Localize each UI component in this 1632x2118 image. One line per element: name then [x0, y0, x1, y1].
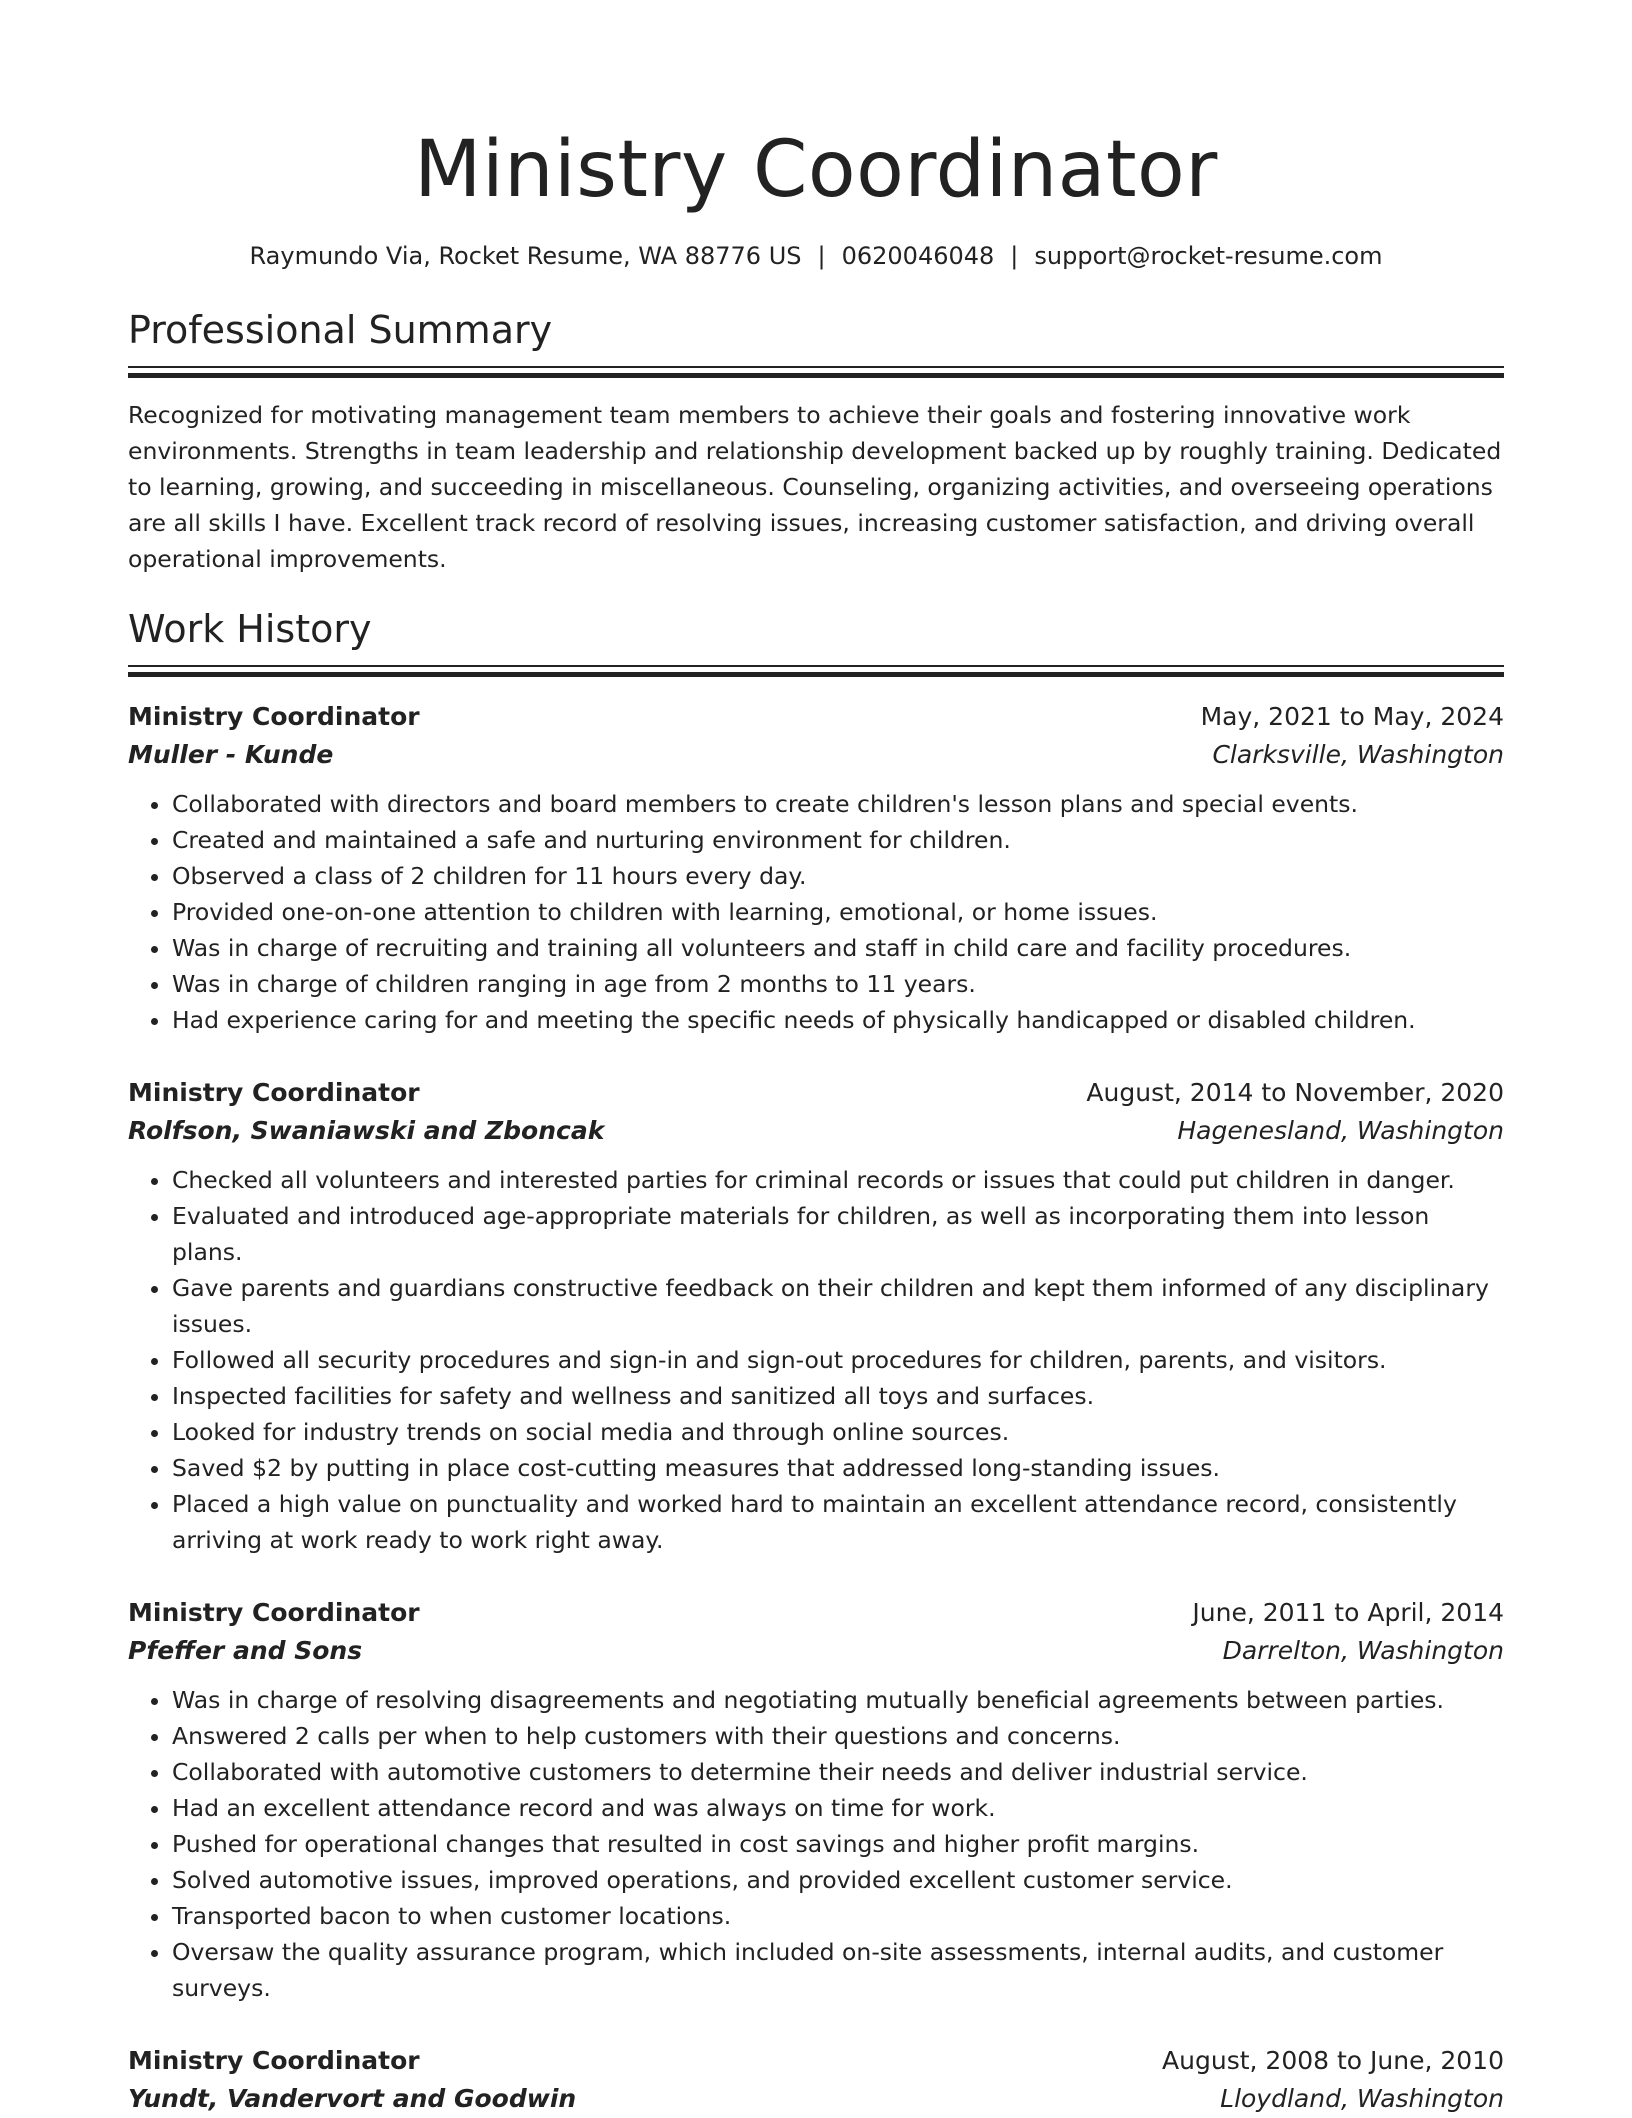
job-header-row — [128, 2042, 1504, 2080]
job-bullet: • Looked for industry trends on social media and through online sources. — [172, 1414, 1504, 1450]
job-bullet: • Checked all volunteers and interested parties for criminal records or issues that could put children in danger. — [172, 1162, 1504, 1198]
job-bullet: • Gave parents and guardians constructive feedback on their children and kept them informed of any disciplinary issues. — [172, 1270, 1504, 1342]
job-entry — [128, 2042, 1504, 2118]
job-bullets — [128, 1682, 1504, 2006]
section-divider — [128, 665, 1504, 676]
job-bullet: • Answered 2 calls per when to help customers with their questions and concerns. — [172, 1718, 1504, 1754]
job-bullets — [128, 1162, 1504, 1558]
job-dates: May, 2021 to May, 2024 — [1200, 702, 1504, 731]
job-company: Pfeffer and Sons — [128, 1636, 363, 1665]
job-location: Darrelton, Washington — [1222, 1636, 1504, 1665]
job-title: Ministry Coordinator — [128, 2046, 420, 2075]
job-bullet: • Oversaw the quality assurance program, which included on-site assessments, internal audits, and customer surveys. — [172, 1934, 1504, 2006]
job-entry — [128, 1594, 1504, 2006]
job-bullet: • Evaluated and introduced age-appropriate materials for children, as well as incorporating them into lesson plans. — [172, 1198, 1504, 1270]
contact-separator: | — [817, 242, 826, 270]
job-company: Muller - Kunde — [128, 740, 334, 769]
contact-line — [128, 240, 1504, 272]
job-bullet: • Had experience caring for and meeting the specific needs of physically handicapped or disabled children. — [172, 1002, 1504, 1038]
job-bullet: • Placed a high value on punctuality and worked hard to maintain an excellent attendance record, consistently arriving at work ready to work right away. — [172, 1486, 1504, 1558]
job-dates: August, 2008 to June, 2010 — [1162, 2046, 1504, 2075]
job-title: Ministry Coordinator — [128, 1078, 420, 1107]
resume-name: Ministry Coordinator — [414, 125, 1218, 215]
job-header-row — [128, 1074, 1504, 1112]
job-bullet: • Collaborated with directors and board members to create children's lesson plans and special events. — [172, 786, 1504, 822]
job-bullet: • Observed a class of 2 children for 11 hours every day. — [172, 858, 1504, 894]
job-location: Lloydland, Washington — [1220, 2084, 1504, 2113]
job-dates: August, 2014 to November, 2020 — [1086, 1078, 1504, 1107]
job-bullet: • Collaborated with automotive customers to determine their needs and deliver industrial service. — [172, 1754, 1504, 1790]
job-bullet: • Solved automotive issues, improved operations, and provided excellent customer service. — [172, 1862, 1504, 1898]
summary-heading: Professional Summary — [128, 308, 553, 352]
job-title: Ministry Coordinator — [128, 1598, 420, 1627]
job-company: Yundt, Vandervort and Goodwin — [128, 2084, 577, 2113]
job-entry — [128, 1074, 1504, 1558]
job-location: Clarksville, Washington — [1212, 740, 1504, 769]
job-header-row — [128, 698, 1504, 736]
job-bullet: • Pushed for operational changes that resulted in cost savings and higher profit margins. — [172, 1826, 1504, 1862]
job-header-row — [128, 1594, 1504, 1632]
job-company-row — [128, 736, 1504, 774]
job-bullets — [128, 786, 1504, 1038]
contact-address: Raymundo Via, Rocket Resume, WA 88776 US — [249, 242, 802, 270]
job-bullet: • Had an excellent attendance record and was always on time for work. — [172, 1790, 1504, 1826]
summary-section — [128, 306, 1504, 577]
work-history-section — [128, 605, 1504, 2118]
job-company-row — [128, 1632, 1504, 1670]
job-company-row — [128, 2080, 1504, 2118]
job-dates: June, 2011 to April, 2014 — [1192, 1598, 1504, 1627]
work-history-heading: Work History — [128, 607, 372, 651]
job-bullet: • Inspected facilities for safety and wellness and sanitized all toys and surfaces. — [172, 1378, 1504, 1414]
job-location: Hagenesland, Washington — [1177, 1116, 1504, 1145]
job-bullet: • Followed all security procedures and sign-in and sign-out procedures for children, parents, and visitors. — [172, 1342, 1504, 1378]
job-company-row — [128, 1112, 1504, 1150]
job-bullet: • Created and maintained a safe and nurturing environment for children. — [172, 822, 1504, 858]
job-bullet: • Saved $2 by putting in place cost-cutting measures that addressed long-standing issues. — [172, 1450, 1504, 1486]
job-company: Rolfson, Swaniawski and Zboncak — [128, 1116, 605, 1145]
contact-phone: 0620046048 — [841, 242, 995, 270]
job-bullet: • Was in charge of resolving disagreements and negotiating mutually beneficial agreements between parties. — [172, 1682, 1504, 1718]
contact-separator: | — [1010, 242, 1019, 270]
job-bullet: • Was in charge of children ranging in age from 2 months to 11 years. — [172, 966, 1504, 1002]
job-title: Ministry Coordinator — [128, 702, 420, 731]
summary-text: Recognized for motivating management team members to achieve their goals and fostering innovative work environments. Strengths in team leadership and relationship development backed up by roughly training. Dedicated to learning, growing, and succeeding in miscellaneous. Counseling, organizing activities, and overseeing operations are all skills I have. Excellent track record of resolving issues, increasing customer satisfaction, and driving overall operational improvements. — [128, 401, 1502, 573]
job-bullet: • Was in charge of recruiting and training all volunteers and staff in child care and facility procedures. — [172, 930, 1504, 966]
section-divider — [128, 366, 1504, 377]
job-bullet: • Transported bacon to when customer locations. — [172, 1898, 1504, 1934]
contact-email: support@rocket-resume.com — [1034, 242, 1383, 270]
job-bullet: • Provided one-on-one attention to children with learning, emotional, or home issues. — [172, 894, 1504, 930]
job-entry — [128, 698, 1504, 1038]
